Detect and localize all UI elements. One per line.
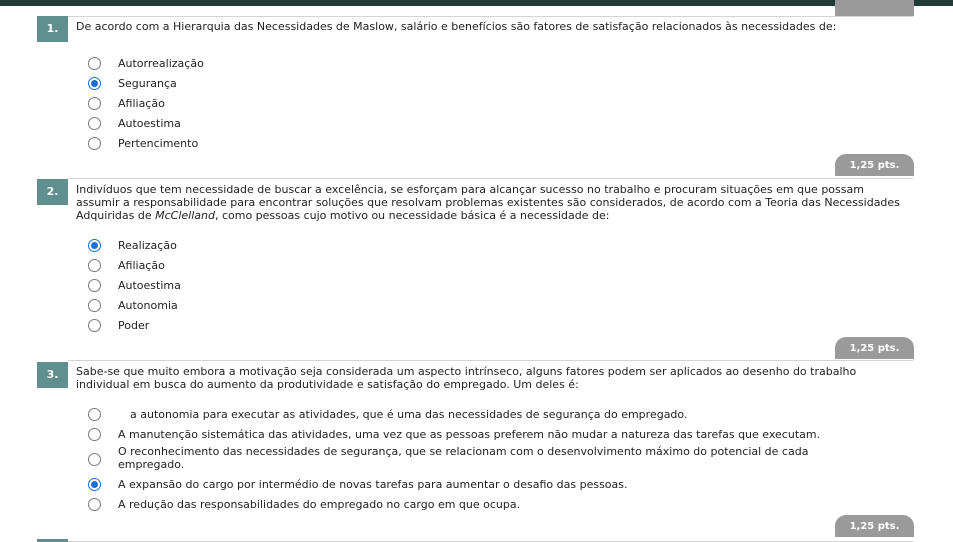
question-number: 3. bbox=[37, 362, 68, 388]
answer-label: Autonomia bbox=[118, 298, 178, 312]
question-number: 2. bbox=[37, 179, 68, 205]
question-text: Sabe-se que muito embora a motivação seja considerada um aspecto intrínseco, alguns fatores podem ser aplicados ao desenho do trabalho individual em busca do aumento da produtividade e satisfação do empregado. Um deles é: bbox=[76, 365, 857, 391]
answer-option[interactable] bbox=[88, 257, 165, 273]
answer-option[interactable] bbox=[88, 445, 809, 471]
question-divider bbox=[68, 16, 913, 17]
answer-label: Poder bbox=[118, 318, 150, 332]
question-number: 1. bbox=[37, 16, 68, 42]
radio-button-selected[interactable] bbox=[88, 77, 101, 90]
answer-option[interactable] bbox=[88, 297, 178, 313]
answer-label: Autorrealização bbox=[118, 56, 204, 70]
question-text-italic: McClelland bbox=[155, 209, 215, 222]
answer-option[interactable] bbox=[88, 55, 204, 71]
top-bar bbox=[0, 0, 953, 6]
radio-button[interactable] bbox=[88, 498, 101, 511]
answer-option[interactable] bbox=[88, 115, 181, 131]
answer-option[interactable] bbox=[88, 317, 150, 333]
radio-button[interactable] bbox=[88, 97, 101, 110]
radio-button-selected[interactable] bbox=[88, 239, 101, 252]
radio-button[interactable] bbox=[88, 428, 101, 441]
radio-button[interactable] bbox=[88, 57, 101, 70]
answer-label: Afiliação bbox=[118, 258, 165, 272]
radio-button[interactable] bbox=[88, 279, 101, 292]
question-text: De acordo com a Hierarquia das Necessidades de Maslow, salário e benefícios são fatores de satisfação relacionados às necessidades de: bbox=[76, 20, 837, 33]
answer-label: Afiliação bbox=[118, 96, 165, 110]
answer-option[interactable] bbox=[88, 426, 821, 442]
answer-option[interactable] bbox=[88, 277, 181, 293]
answer-label: O reconhecimento das necessidades de segurança, que se relacionam com o desenvolvimento máximo do potencial de cada empregado. bbox=[118, 445, 809, 471]
points-badge: 1,25 pts. bbox=[835, 515, 914, 537]
answer-option[interactable] bbox=[88, 135, 199, 151]
radio-button[interactable] bbox=[88, 408, 101, 421]
answer-option[interactable] bbox=[88, 496, 521, 512]
answer-label: Autoestima bbox=[118, 278, 181, 292]
answer-label: A expansão do cargo por intermédio de novas tarefas para aumentar o desafio das pessoas. bbox=[118, 477, 628, 491]
radio-button-selected[interactable] bbox=[88, 478, 101, 491]
radio-button[interactable] bbox=[88, 453, 101, 466]
answer-label: A manutenção sistemática das atividades, uma vez que as pessoas preferem não mudar a natureza das tarefas que executam. bbox=[118, 427, 821, 441]
points-badge: 1,25 pts. bbox=[835, 154, 914, 176]
question-divider bbox=[68, 360, 913, 361]
answer-label: A redução das responsabilidades do empregado no cargo em que ocupa. bbox=[118, 497, 521, 511]
points-badge: 1,25 pts. bbox=[835, 337, 914, 359]
radio-button[interactable] bbox=[88, 117, 101, 130]
answer-option[interactable] bbox=[88, 75, 177, 91]
answer-label: a autonomia para executar as atividades, que é uma das necessidades de segurança do empregado. bbox=[130, 407, 688, 421]
answer-option[interactable] bbox=[88, 95, 165, 111]
answer-option[interactable] bbox=[88, 406, 688, 422]
question-text-part: , como pessoas cujo motivo ou necessidade básica é a necessidade de: bbox=[214, 209, 610, 222]
answer-label: Pertencimento bbox=[118, 136, 199, 150]
radio-button[interactable] bbox=[88, 319, 101, 332]
answer-label: Realização bbox=[118, 238, 177, 252]
answer-label: Segurança bbox=[118, 76, 177, 90]
answer-option[interactable] bbox=[88, 237, 177, 253]
question-divider bbox=[68, 178, 913, 179]
radio-button[interactable] bbox=[88, 299, 101, 312]
radio-button[interactable] bbox=[88, 259, 101, 272]
question-text-part: Indivíduos que tem necessidade de buscar a excelência, se esforçam para alcançar sucesso no trabalho e procuram situações em que possam assumir a responsabilidade para encontrar soluções que resolvam problemas existentes são considerados, de acordo com a Teoria das Necessidades Adquiridas de bbox=[76, 183, 900, 222]
question-text bbox=[76, 183, 906, 222]
points-badge-previous bbox=[835, 0, 914, 16]
radio-button[interactable] bbox=[88, 137, 101, 150]
answer-label: Autoestima bbox=[118, 116, 181, 130]
answer-option[interactable] bbox=[88, 476, 628, 492]
